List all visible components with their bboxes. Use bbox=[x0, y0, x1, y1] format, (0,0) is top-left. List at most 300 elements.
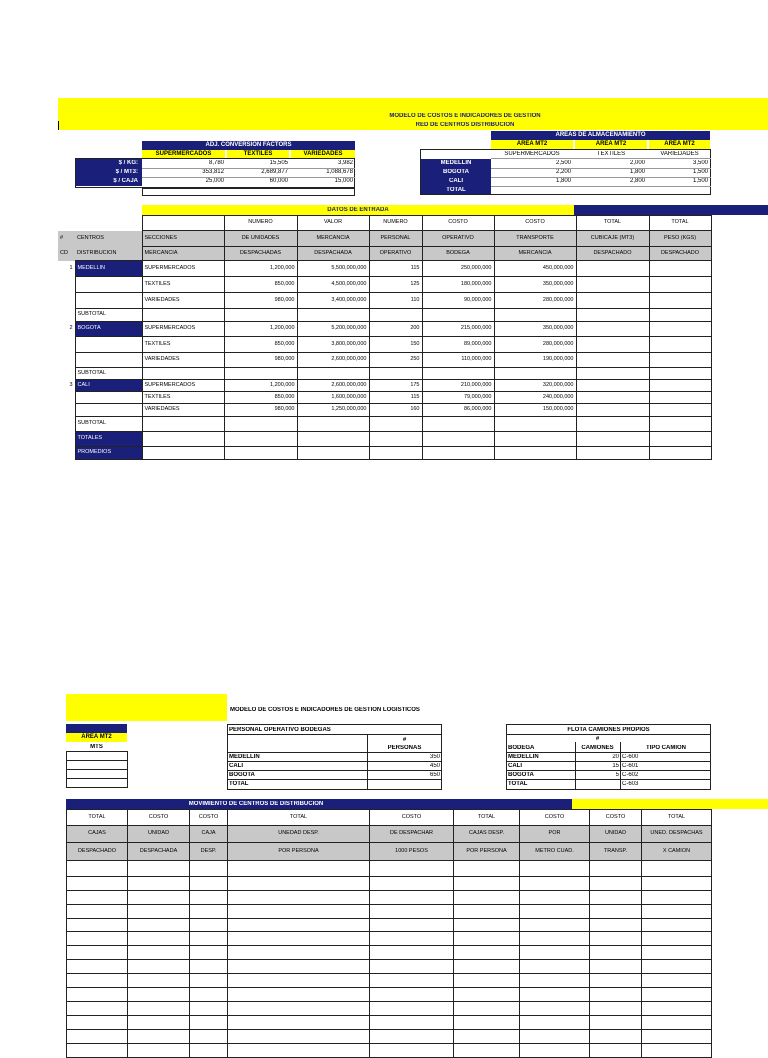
movimiento-cell bbox=[520, 891, 590, 905]
section-name: SUPERMERCADOS bbox=[142, 261, 224, 277]
section-name: VARIEDADES bbox=[142, 353, 224, 368]
area-navy-cap bbox=[66, 724, 127, 733]
entrada-h3-left: MERCANCIA bbox=[142, 247, 224, 261]
bottom-yellow-block bbox=[66, 694, 227, 721]
entrada-value: 980,000 bbox=[224, 293, 297, 309]
movimiento-cell bbox=[520, 861, 590, 877]
movimiento-cell bbox=[642, 1002, 712, 1016]
entrada-empty bbox=[75, 353, 142, 368]
entrada-empty bbox=[369, 309, 422, 322]
personal-line bbox=[227, 752, 367, 753]
entrada-navy-band bbox=[574, 205, 768, 215]
conversion-value: 3,982 bbox=[337, 160, 353, 166]
flota-vline bbox=[620, 742, 621, 790]
entrada-h2: DE UNIDADES bbox=[224, 231, 297, 247]
entrada-empty bbox=[75, 277, 142, 293]
section-name: SUPERMERCADOS bbox=[142, 380, 224, 392]
entrada-empty bbox=[649, 261, 711, 277]
movimiento-cell bbox=[454, 905, 520, 919]
area-empty bbox=[67, 779, 128, 788]
left-edge-mark bbox=[58, 121, 59, 130]
conversion-line bbox=[142, 177, 355, 178]
conversion-header: ADJ. CONVERSION FACTORS bbox=[142, 141, 355, 150]
totales-label: TOTALES bbox=[75, 432, 142, 447]
movimiento-cell bbox=[128, 861, 190, 877]
movimiento-cell bbox=[128, 919, 190, 932]
movimiento-cell bbox=[454, 861, 520, 877]
entrada-value: 210,000,000 bbox=[422, 380, 494, 392]
personal-hash: # bbox=[402, 737, 407, 743]
movimiento-h2: UNIDAD bbox=[590, 826, 642, 843]
entrada-empty bbox=[142, 447, 224, 460]
movimiento-cell bbox=[590, 946, 642, 960]
conversion-row-label: $ / KG: bbox=[118, 160, 138, 166]
center-name: BOGOTA bbox=[75, 322, 142, 337]
entrada-value: 280,000,000 bbox=[494, 337, 576, 353]
movimiento-cell bbox=[454, 877, 520, 891]
entrada-value: 350,000,000 bbox=[494, 322, 576, 337]
movimiento-cell bbox=[370, 988, 454, 1002]
movimiento-cell bbox=[190, 891, 228, 905]
movimiento-cell bbox=[520, 946, 590, 960]
flota-line bbox=[506, 734, 711, 735]
conversion-value: 2,689,877 bbox=[261, 169, 288, 175]
conversion-col-2: VARIEDADES bbox=[291, 150, 355, 158]
entrada-empty bbox=[142, 432, 224, 447]
entrada-empty bbox=[369, 368, 422, 380]
movimiento-cell bbox=[67, 877, 128, 891]
entrada-value: 90,000,000 bbox=[422, 293, 494, 309]
movimiento-cell bbox=[67, 1002, 128, 1016]
movimiento-cell bbox=[642, 974, 712, 988]
entrada-h3: DESPACHADO bbox=[576, 247, 649, 261]
entrada-empty bbox=[576, 380, 649, 392]
movimiento-row bbox=[67, 932, 712, 946]
section-name: SUPERMERCADOS bbox=[142, 322, 224, 337]
entrada-h1: COSTO bbox=[494, 216, 576, 231]
entrada-h1: NUMERO bbox=[224, 216, 297, 231]
movimiento-table bbox=[66, 809, 712, 1058]
movimiento-cell bbox=[454, 960, 520, 974]
movimiento-cell bbox=[128, 960, 190, 974]
areas-row-label: BOGOTA bbox=[443, 169, 469, 175]
movimiento-cell bbox=[67, 905, 128, 919]
bottom-title: MODELO DE COSTOS E INDICADORES DE GESTIÓN LOGÍSTICOS bbox=[230, 707, 420, 713]
personal-line bbox=[227, 770, 442, 771]
movimiento-cell bbox=[128, 988, 190, 1002]
entrada-empty bbox=[576, 404, 649, 417]
subtotal-label: SUBTOTAL bbox=[75, 417, 142, 432]
entrada-empty bbox=[576, 353, 649, 368]
areas-row-label: MEDELLIN bbox=[440, 160, 472, 166]
movimiento-cell bbox=[228, 1044, 370, 1058]
movimiento-cell bbox=[370, 932, 454, 946]
entrada-empty bbox=[422, 447, 494, 460]
conversion-value: 25,000 bbox=[205, 178, 224, 184]
section-name: VARIEDADES bbox=[142, 404, 224, 417]
entrada-empty bbox=[58, 293, 75, 309]
movimiento-cell bbox=[190, 932, 228, 946]
entrada-empty bbox=[494, 432, 576, 447]
entrada-empty bbox=[649, 368, 711, 380]
entrada-value: 320,000,000 bbox=[494, 380, 576, 392]
entrada-h3: DESPACHADO bbox=[649, 247, 711, 261]
areas-value: 1,500 bbox=[692, 178, 708, 184]
areas-value: 2,200 bbox=[555, 169, 571, 175]
movimiento-cell bbox=[520, 960, 590, 974]
movimiento-cell bbox=[128, 932, 190, 946]
flota-row-label: MEDELLIN bbox=[508, 754, 539, 760]
conversion-line bbox=[142, 168, 355, 169]
entrada-h3: DESPACHADAS bbox=[224, 247, 297, 261]
conversion-value: 15,000 bbox=[334, 178, 353, 184]
entrada-value: 175 bbox=[369, 380, 422, 392]
center-name: CALI bbox=[75, 380, 142, 392]
areas-line bbox=[491, 158, 711, 159]
personal-line bbox=[227, 734, 442, 735]
area-empty bbox=[67, 752, 128, 761]
entrada-empty bbox=[58, 417, 75, 432]
movimiento-row bbox=[67, 1016, 712, 1030]
flota-row-tipo: C-603 bbox=[622, 781, 639, 787]
movimiento-cell bbox=[228, 919, 370, 932]
movimiento-cell bbox=[590, 1016, 642, 1030]
movimiento-h3: POR PERSONA bbox=[228, 843, 370, 861]
flota-col: CAMIONES bbox=[581, 745, 614, 751]
movimiento-cell bbox=[590, 974, 642, 988]
conversion-value: 353,812 bbox=[202, 169, 224, 175]
entrada-value: 250,000,000 bbox=[422, 261, 494, 277]
entrada-value: 86,000,000 bbox=[422, 404, 494, 417]
movimiento-cell bbox=[642, 1016, 712, 1030]
movimiento-h3: TRANSP. bbox=[590, 843, 642, 861]
movimiento-cell bbox=[228, 877, 370, 891]
entrada-empty bbox=[649, 392, 711, 404]
entrada-empty bbox=[649, 322, 711, 337]
entrada-empty bbox=[224, 432, 297, 447]
areas-line bbox=[491, 177, 711, 178]
entrada-h1-blank bbox=[142, 216, 224, 231]
movimiento-cell bbox=[190, 1044, 228, 1058]
movimiento-cell bbox=[228, 1002, 370, 1016]
movimiento-row bbox=[67, 974, 712, 988]
entrada-empty bbox=[58, 277, 75, 293]
movimiento-row bbox=[67, 877, 712, 891]
entrada-value: 180,000,000 bbox=[422, 277, 494, 293]
entrada-empty bbox=[75, 293, 142, 309]
movimiento-cell bbox=[590, 932, 642, 946]
center-name: MEDELLIN bbox=[75, 261, 142, 277]
movimiento-cell bbox=[67, 988, 128, 1002]
entrada-h3: OPERATIVO bbox=[369, 247, 422, 261]
entrada-empty bbox=[649, 404, 711, 417]
movimiento-h1: TOTAL bbox=[67, 810, 128, 826]
area-empty bbox=[67, 761, 128, 770]
movimiento-cell bbox=[370, 861, 454, 877]
movimiento-cell bbox=[454, 1044, 520, 1058]
flota-line bbox=[506, 752, 711, 753]
entrada-empty bbox=[494, 368, 576, 380]
entrada-empty bbox=[58, 447, 75, 460]
areas-line bbox=[491, 186, 711, 187]
movimiento-cell bbox=[642, 1044, 712, 1058]
movimiento-cell bbox=[370, 891, 454, 905]
movimiento-cell bbox=[190, 974, 228, 988]
entrada-h2-left: SECCIONES bbox=[142, 231, 224, 247]
flota-row-label: CALI bbox=[508, 763, 522, 769]
movimiento-h2: UNEDAD DESP. bbox=[228, 826, 370, 843]
movimiento-cell bbox=[228, 960, 370, 974]
movimiento-h2: CAJAS bbox=[67, 826, 128, 843]
personal-line bbox=[227, 761, 442, 762]
entrada-empty bbox=[224, 447, 297, 460]
entrada-value: 280,000,000 bbox=[494, 293, 576, 309]
movimiento-cell bbox=[520, 905, 590, 919]
movimiento-cell bbox=[590, 1030, 642, 1044]
area-mt2-table bbox=[66, 751, 128, 788]
movimiento-h2: CAJA bbox=[190, 826, 228, 843]
movimiento-h3: DESPACHADA bbox=[128, 843, 190, 861]
movimiento-cell bbox=[454, 1002, 520, 1016]
areas-row-label: CALI bbox=[449, 178, 463, 184]
movimiento-cell bbox=[454, 891, 520, 905]
entrada-h2: MERCANCIA bbox=[297, 231, 369, 247]
entrada-h3: DESPACHADA bbox=[297, 247, 369, 261]
movimiento-cell bbox=[228, 946, 370, 960]
movimiento-cell bbox=[520, 988, 590, 1002]
movimiento-cell bbox=[370, 960, 454, 974]
entrada-h1: COSTO bbox=[422, 216, 494, 231]
entrada-empty bbox=[576, 447, 649, 460]
movimiento-cell bbox=[520, 919, 590, 932]
entrada-empty bbox=[576, 337, 649, 353]
movimiento-cell bbox=[370, 1002, 454, 1016]
movimiento-h2: UNIDAD bbox=[128, 826, 190, 843]
movimiento-cell bbox=[228, 1016, 370, 1030]
movimiento-cell bbox=[228, 974, 370, 988]
entrada-value: 1,200,000 bbox=[224, 261, 297, 277]
entrada-h2-left: # bbox=[58, 231, 75, 247]
entrada-empty bbox=[576, 261, 649, 277]
entrada-value: 125 bbox=[369, 277, 422, 293]
movimiento-cell bbox=[642, 988, 712, 1002]
movimiento-h1: COSTO bbox=[590, 810, 642, 826]
movimiento-cell bbox=[642, 1030, 712, 1044]
entrada-empty bbox=[422, 432, 494, 447]
personal-line bbox=[367, 752, 442, 753]
conversion-col-1: TEXTILES bbox=[227, 150, 289, 158]
movimiento-cell bbox=[190, 861, 228, 877]
entrada-value: 1,250,000,000 bbox=[297, 404, 369, 417]
movimiento-cell bbox=[454, 932, 520, 946]
entrada-h1: TOTAL bbox=[576, 216, 649, 231]
entrada-value: 115 bbox=[369, 392, 422, 404]
entrada-empty bbox=[422, 368, 494, 380]
entrada-value: 850,000 bbox=[224, 277, 297, 293]
movimiento-cell bbox=[520, 1016, 590, 1030]
entrada-value: 1,200,000 bbox=[224, 322, 297, 337]
movimiento-row bbox=[67, 861, 712, 877]
movimiento-row bbox=[67, 919, 712, 932]
flota-row-value: 20 bbox=[612, 754, 619, 760]
entrada-value: 850,000 bbox=[224, 337, 297, 353]
flota-line bbox=[506, 761, 711, 762]
personal-row-value: 450 bbox=[429, 763, 440, 769]
movimiento-cell bbox=[190, 1030, 228, 1044]
entrada-empty bbox=[142, 309, 224, 322]
areas-value: 3,500 bbox=[692, 160, 708, 166]
movimiento-cell bbox=[590, 905, 642, 919]
movimiento-cell bbox=[370, 919, 454, 932]
center-number: 1 bbox=[69, 264, 73, 271]
movimiento-cell bbox=[228, 932, 370, 946]
movimiento-cell bbox=[128, 891, 190, 905]
flota-row-label: BOGOTA bbox=[508, 772, 534, 778]
entrada-empty bbox=[576, 277, 649, 293]
movimiento-cell bbox=[590, 861, 642, 877]
movimiento-cell bbox=[370, 974, 454, 988]
movimiento-cell bbox=[454, 1016, 520, 1030]
movimiento-cell bbox=[454, 946, 520, 960]
conversion-row-label: $ / MT3: bbox=[115, 169, 138, 175]
entrada-empty bbox=[224, 417, 297, 432]
movimiento-row bbox=[67, 988, 712, 1002]
entrada-table bbox=[58, 215, 712, 460]
entrada-h2: PESO (KGS) bbox=[649, 231, 711, 247]
movimiento-cell bbox=[190, 905, 228, 919]
movimiento-yellow-band bbox=[572, 799, 768, 809]
entrada-empty bbox=[75, 404, 142, 417]
movimiento-cell bbox=[67, 861, 128, 877]
personal-line bbox=[227, 779, 442, 780]
movimiento-cell bbox=[454, 1030, 520, 1044]
entrada-value: 3,800,000,000 bbox=[297, 337, 369, 353]
movimiento-row bbox=[67, 960, 712, 974]
movimiento-cell bbox=[67, 932, 128, 946]
movimiento-cell bbox=[67, 960, 128, 974]
entrada-h3-left: CD bbox=[58, 247, 75, 261]
center-number: 2 bbox=[69, 325, 73, 332]
entrada-h3-left: DISTRIBUCION bbox=[75, 247, 142, 261]
entrada-value: 115 bbox=[369, 261, 422, 277]
top-subtitle: RED DE CENTROS DISTRIBUCIÓN bbox=[415, 122, 515, 128]
movimiento-cell bbox=[370, 905, 454, 919]
subtotal-label: SUBTOTAL bbox=[75, 368, 142, 380]
personal-row-label: BOGOTA bbox=[229, 772, 255, 778]
movimiento-h1: COSTO bbox=[370, 810, 454, 826]
movimiento-cell bbox=[128, 1044, 190, 1058]
movimiento-row bbox=[67, 1002, 712, 1016]
entrada-h2: PERSONAL bbox=[369, 231, 422, 247]
entrada-empty bbox=[649, 309, 711, 322]
movimiento-cell bbox=[67, 1044, 128, 1058]
movimiento-h1: TOTAL bbox=[454, 810, 520, 826]
movimiento-cell bbox=[128, 905, 190, 919]
entrada-value: 110,000,000 bbox=[422, 353, 494, 368]
section-name: TEXTILES bbox=[142, 277, 224, 293]
movimiento-cell bbox=[128, 877, 190, 891]
entrada-empty bbox=[576, 368, 649, 380]
movimiento-cell bbox=[590, 1044, 642, 1058]
area-empty bbox=[67, 770, 128, 779]
area-mt2-label: AREA MT2 bbox=[66, 733, 127, 742]
conversion-value: 8,780 bbox=[208, 160, 224, 166]
entrada-empty bbox=[75, 337, 142, 353]
subtotal-label: SUBTOTAL bbox=[75, 309, 142, 322]
entrada-value: 4,500,000,000 bbox=[297, 277, 369, 293]
entrada-empty bbox=[649, 380, 711, 392]
movimiento-cell bbox=[590, 891, 642, 905]
entrada-value: 450,000,000 bbox=[494, 261, 576, 277]
entrada-empty bbox=[649, 417, 711, 432]
movimiento-h2: CAJAS DESP. bbox=[454, 826, 520, 843]
movimiento-cell bbox=[642, 877, 712, 891]
movimiento-cell bbox=[520, 1030, 590, 1044]
entrada-empty bbox=[142, 417, 224, 432]
movimiento-cell bbox=[228, 1030, 370, 1044]
entrada-empty bbox=[142, 368, 224, 380]
movimiento-cell bbox=[642, 932, 712, 946]
entrada-h1: VALOR bbox=[297, 216, 369, 231]
areas-value: 1,500 bbox=[692, 169, 708, 175]
entrada-empty bbox=[58, 404, 75, 417]
movimiento-cell bbox=[190, 877, 228, 891]
entrada-h1: NUMERO bbox=[369, 216, 422, 231]
section-name: TEXTILES bbox=[142, 337, 224, 353]
movimiento-cell bbox=[128, 1030, 190, 1044]
entrada-empty bbox=[58, 309, 75, 322]
personal-row-value: 350 bbox=[429, 754, 440, 760]
movimiento-h1: COSTO bbox=[128, 810, 190, 826]
entrada-empty bbox=[422, 309, 494, 322]
movimiento-cell bbox=[128, 946, 190, 960]
movimiento-cell bbox=[190, 1002, 228, 1016]
entrada-empty bbox=[297, 417, 369, 432]
movimiento-row bbox=[67, 891, 712, 905]
movimiento-cell bbox=[67, 974, 128, 988]
flota-col: TIPO CAMION bbox=[646, 745, 686, 751]
entrada-value: 79,000,000 bbox=[422, 392, 494, 404]
entrada-h2: TRANSPORTE bbox=[494, 231, 576, 247]
personal-personas: PERSONAS bbox=[387, 745, 422, 751]
entrada-empty bbox=[369, 447, 422, 460]
flota-header: FLOTA CAMIONES PROPIOS bbox=[567, 727, 650, 733]
entrada-value: 2,600,000,000 bbox=[297, 353, 369, 368]
movimiento-cell bbox=[128, 1016, 190, 1030]
entrada-value: 980,000 bbox=[224, 404, 297, 417]
entrada-h1-blank bbox=[58, 216, 75, 231]
movimiento-cell bbox=[454, 988, 520, 1002]
movimiento-cell bbox=[190, 919, 228, 932]
entrada-value: 1,600,000,000 bbox=[297, 392, 369, 404]
movimiento-row bbox=[67, 1044, 712, 1058]
movimiento-cell bbox=[67, 946, 128, 960]
entrada-value: 160 bbox=[369, 404, 422, 417]
movimiento-cell bbox=[370, 1030, 454, 1044]
flota-line bbox=[506, 770, 711, 771]
entrada-value: 850,000 bbox=[224, 392, 297, 404]
entrada-empty bbox=[369, 432, 422, 447]
movimiento-cell bbox=[642, 891, 712, 905]
entrada-empty bbox=[576, 417, 649, 432]
movimiento-cell bbox=[128, 974, 190, 988]
movimiento-h1: TOTAL bbox=[228, 810, 370, 826]
areas-line bbox=[491, 168, 711, 169]
movimiento-cell bbox=[520, 877, 590, 891]
conversion-value: 1,088,678 bbox=[326, 169, 353, 175]
flota-hash: # bbox=[595, 736, 600, 742]
personal-row-value: 650 bbox=[429, 772, 440, 778]
